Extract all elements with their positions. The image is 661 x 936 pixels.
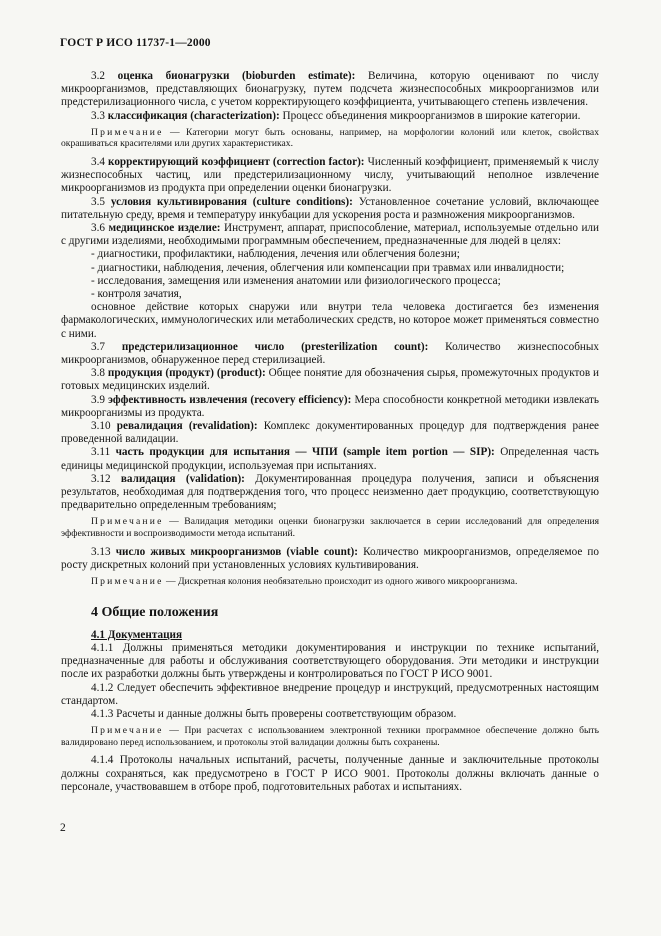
- section-heading: 4 Общие положения: [91, 604, 219, 620]
- note-3-3: Примечание — Категории могут быть основаны, например, на морфологии колоний или клеток, свойствах окрашиваться красителями или других характеристиках.: [61, 126, 599, 150]
- list-item: - исследования, замещения или изменения анатомии или физиологического процесса;: [91, 274, 501, 287]
- note-3-12: Примечание — Валидация методики оценки бионагрузки заключается в серии исследований для определения эффективности и воспроизводимости метода испытаний.: [61, 516, 599, 540]
- paragraph-4-1-3: 4.1.3 Расчеты и данные должны быть проверены соответствующим образом.: [91, 708, 457, 721]
- list-item: - диагностики, профилактики, наблюдения, лечения или облегчения болезни;: [91, 248, 460, 261]
- list-item: - контроля зачатия,: [91, 288, 182, 301]
- definition-3-10: 3.10 ревалидация (revalidation): Комплекс документированных процедур для подтверждения ранее проведенной валидации.: [61, 420, 599, 446]
- subsection-heading: 4.1 Документация: [91, 628, 183, 641]
- definition-3-3: 3.3 классификация (characterization): Процесс объединения микроорганизмов в широкие категории.: [91, 109, 581, 122]
- paragraph-4-1-1: 4.1.1 Должны применяться методики документирования и инструкции по технике испытаний, предназначенные для работы и обслуживания соответствующего оборудования. Эти методики и инструкции после их разработки должны быть утверждены и контролироваться по ГОСТ Р ИСО 9001.: [61, 642, 599, 681]
- note-4-1-3: Примечание — При расчетах с использованием электронной техники программное обеспечение должно быть валидировано перед использованием, и протоколы этой валидации должны быть сохранены.: [61, 725, 599, 748]
- definition-3-13: 3.13 число живых микроорганизмов (viable count): Количество микроорганизмов, определяемое по росту дискретных колоний при установленных условиях культивирования.: [61, 545, 599, 571]
- definition-3-6: 3.6 медицинское изделие: Инструмент, аппарат, приспособление, материал, используемые отдельно или с другими изделиями, необходимыми программным обеспечением, предназначенные для людей в целях:: [61, 222, 600, 248]
- definition-3-6-continuation: основное действие которых снаружи или внутри тела человека достигается без изменения фармакологических, иммунологических или метаболических средств, но которое может применяться совместно с ними.: [61, 301, 599, 340]
- definition-3-8: 3.8 продукция (продукт) (product): Общее понятие для обозначения сырья, промежуточных продуктов и готовых медицинских изделий.: [61, 367, 600, 393]
- paragraph-4-1-2: 4.1.2 Следует обеспечить эффективное внедрение процедур и инструкций, предусмотренных настоящим стандартом.: [61, 681, 599, 707]
- list-item: - диагностики, наблюдения, лечения, облегчения или компенсации при травмах или инвалидности;: [91, 261, 565, 274]
- definition-3-11: 3.11 часть продукции для испытания — ЧПИ (sample item portion — SIP): Определенная часть единицы медицинской продукции, используемая при испытаниях.: [61, 446, 599, 472]
- definition-3-2: 3.2 оценка бионагрузки (bioburden estimate): Величина, которую оценивают по числу микроорганизмов, представляющих бионагрузку, путем подсчета жизнеспособных микроорганизмов или предстерилизационного числа, с учетом корректирующего коэффициента, учитывающего степень извлечения.: [61, 70, 599, 109]
- definition-3-12: 3.12 валидация (validation): Документированная процедура получения, записи и объяснения результатов, необходимая для подтверждения того, что процесс неизменно дает продукцию, соответствующую предварительно определенным требованиям;: [61, 472, 600, 512]
- definition-3-9: 3.9 эффективность извлечения (recovery efficiency): Мера способности конкретной методики извлекать микроорганизмы из продукта.: [61, 393, 599, 419]
- definition-3-7: 3.7 предстерилизационное число (presterilization count): Количество жизнеспособных микроорганизмов, обнаруженное перед стерилизацией.: [61, 340, 599, 367]
- note-3-13: Примечание — Дискретная колония необязательно происходит из одного живого микроорганизма.: [91, 576, 518, 588]
- definition-3-5: 3.5 условия культивирования (culture conditions): Установленное сочетание условий, включающее питательную среду, время и температуру инкубации для ускорения роста и размножения микроорганизмов.: [61, 195, 600, 221]
- document-body: [61, 70, 599, 794]
- page-number: 2: [60, 822, 66, 834]
- paragraph-4-1-4: 4.1.4 Протоколы начальных испытаний, расчеты, полученные данные и заключительные протоколы должны сохраняться, как предусмотрено в ГОСТ Р ИСО 9001. Протоколы должны включать данные о персонале, участвовавшем в отборе проб, подготовительных работах и испытаниях.: [61, 754, 599, 793]
- definition-3-4: 3.4 корректирующий коэффициент (correction factor): Численный коэффициент, применяемый к числу жизнеспособных частиц, или предстерилизационному числу, учитывающий неполное извлечение микроорганизмов из продукта при определении оценки бионагрузки.: [61, 156, 600, 195]
- page-header: ГОСТ Р ИСО 11737-1—2000: [60, 37, 211, 49]
